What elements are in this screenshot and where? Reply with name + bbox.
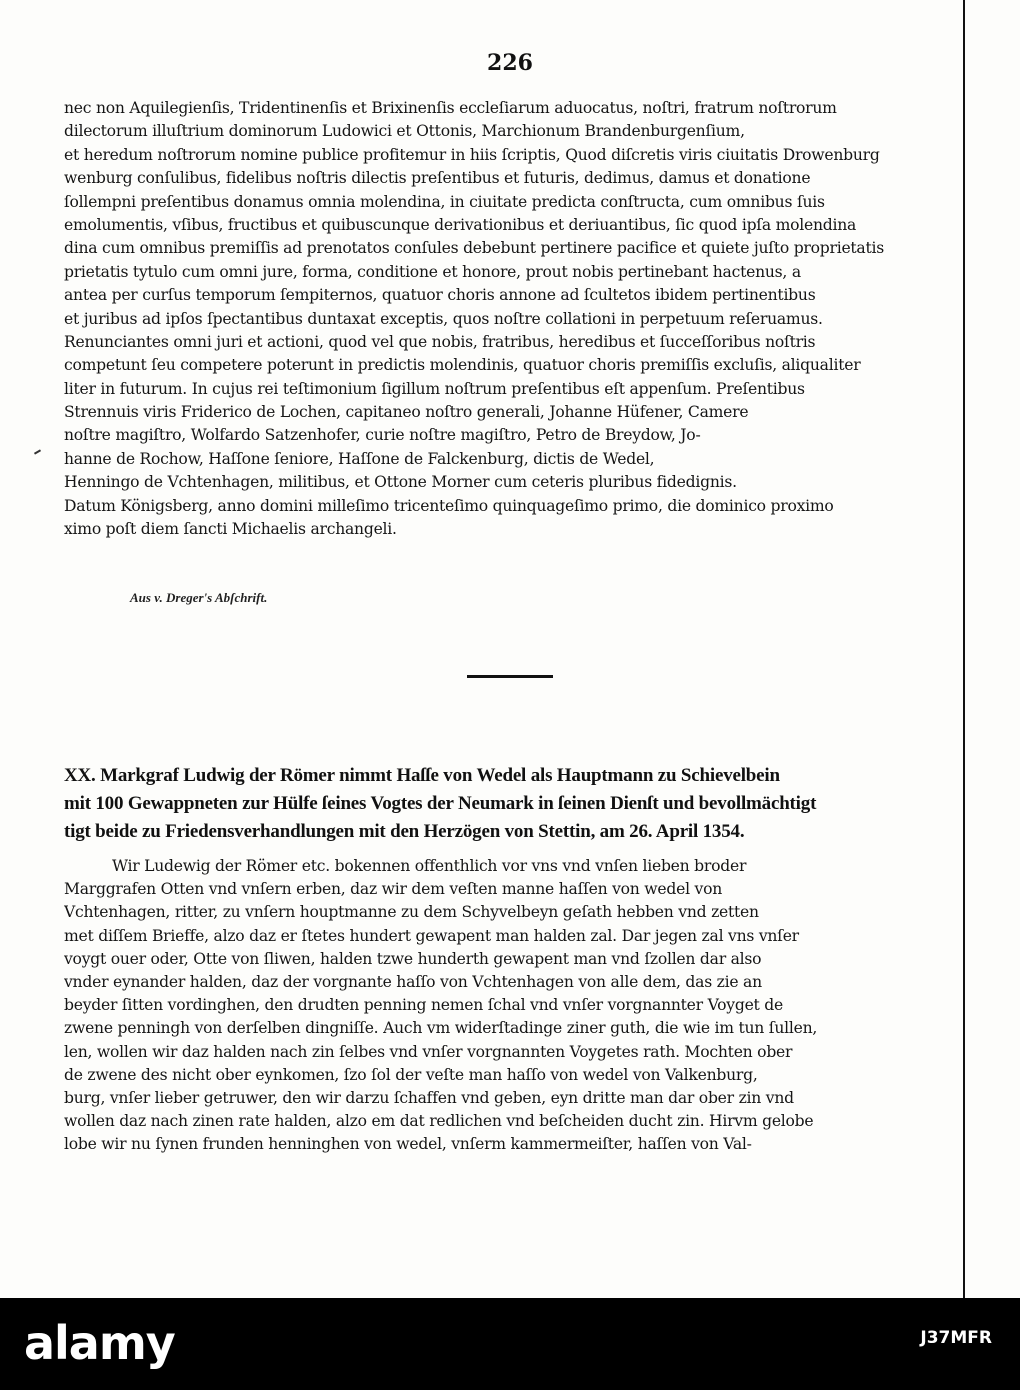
page-number: 226 xyxy=(487,50,533,76)
text-line: antea per curſus temporum ſempiternos, quatuor choris annone ad ſcultetos ibidem pertinentibus xyxy=(64,286,816,305)
text-line: Henningo de Vchtenhagen, militibus, et Ottone Morner cum ceteris pluribus fidedignis. xyxy=(64,473,737,492)
text-line: burg, vnſer lieber getruwer, den wir darzu ſchaffen vnd geben, eyn dritte man dar ober zin vnd xyxy=(64,1088,794,1107)
heading-line: tigt beide zu Friedensverhandlungen mit den Herzögen von Stettin, am 26. April 1354. xyxy=(64,821,745,842)
text-line: prietatis tytulo cum omni jure, forma, conditione et honore, prout nobis pertinebant hactenus, a xyxy=(64,262,801,281)
text-line: beyder ſitten vordinghen, den drudten penning nemen ſchal vnd vnſer vorgnannter Voyget de xyxy=(64,996,783,1015)
text-line: voygt ouer oder, Otte von ſliwen, halden tzwe hunderth gewapent man vnd ſzollen dar also xyxy=(64,949,762,968)
text-line: vnder eynander halden, daz der vorgnante haſſo von Vchtenhagen von alle dem, das zie an xyxy=(64,972,762,991)
text-line: dilectorum illuſtrium dominorum Ludowici et Ottonis, Marchionum Brandenburgenſium, xyxy=(64,122,745,141)
text-line: Renunciantes omni juri et actioni, quod vel que nobis, fratribus, heredibus et ſucceſſoribus noſtris xyxy=(64,332,816,351)
source-note: Aus v. Dreger's Abſchrift. xyxy=(130,590,268,605)
text-line: ſollempni preſentibus donamus omnia molendina, in ciuitate predicta conſtructa, cum omnibus ſuis xyxy=(64,192,825,211)
right-margin-rule xyxy=(963,0,965,1298)
text-line: noſtre magiſtro, Wolfardo Satzenhofer, curie noſtre magiſtro, Petro de Breydow, Jo- xyxy=(64,426,701,445)
text-line: competunt ſeu competere poterunt in predictis molendinis, quatuor choris premiſſis excluſis, aliqualiter xyxy=(64,356,861,375)
text-line: nec non Aquilegienſis, Tridentinenſis et Brixinenſis eccleſiarum aduocatus, noſtri, fratrum noſtrorum xyxy=(64,99,837,117)
text-line: Datum Königsberg, anno domini milleſimo tricenteſimo quinquageſimo primo, die dominico proximo xyxy=(64,496,834,515)
stray-ink-mark xyxy=(34,449,41,454)
text-line: emolumentis, vſibus, fructibus et quibuscunque derivationibus et deriuantibus, ſic quod ipſa molendina xyxy=(64,215,857,234)
section-heading xyxy=(64,762,959,846)
text-line: wollen daz nach zinen rate halden, alzo em dat redlichen vnd beſcheiden ducht zin. Hirvm gelobe xyxy=(64,1112,814,1131)
text-line: wenburg conſulibus, fidelibus noſtris dilectis preſentibus et futuris, dedimus, damus et donatione xyxy=(64,169,811,188)
text-line: ximo poſt diem ſancti Michaelis archangeli. xyxy=(64,520,397,539)
brand-logo: alamy xyxy=(24,1316,175,1370)
text-line: Vchtenhagen, ritter, zu vnſern houptmanne zu dem Schyvelbeyn geſath hebben vnd zetten xyxy=(64,903,759,922)
charter-1-text xyxy=(64,97,954,541)
text-line: dina cum omnibus premiſſis ad prenotatos conſules debebunt pertinere pacifice et quiete juſto proprietatis xyxy=(64,239,884,258)
heading-line: XX. Markgraf Ludwig der Römer nimmt Haſſe von Wedel als Hauptmann zu Schievelbein xyxy=(64,765,780,786)
text-line: Wir Ludewig der Römer etc. bokennen offenthlich vor vns vnd vnſen lieben broder xyxy=(112,857,747,875)
text-line: de zwene des nicht ober eynkomen, ſzo ſol der veſte man haſſo von wedel von Valkenburg, xyxy=(64,1065,758,1084)
text-line: zwene penningh von derſelben dingniſſe. Auch vm widerſtadinge ziner guth, die wie im tun ſullen, xyxy=(64,1019,818,1038)
text-line: et juribus ad ipſos ſpectantibus duntaxat exceptis, quos noſtre collationi in perpetuum reſeruamus. xyxy=(64,309,823,328)
text-line: Strennuis viris Friderico de Lochen, capitaneo noſtro generali, Johanne Hüfener, Camere xyxy=(64,403,749,422)
charter-2-text xyxy=(64,855,954,1156)
text-line: et heredum noſtrorum nomine publice profitemur in hiis ſcriptis, Quod diſcretis viris ciuitatis Drowenburg xyxy=(64,145,880,164)
text-line: hanne de Rochow, Haſſone ſeniore, Haſſone de Falckenburg, dictis de Wedel, xyxy=(64,449,655,468)
text-line: len, wollen wir daz halden nach zin ſelbes vnd vnſer vorgnannten Voygetes rath. Mochten ober xyxy=(64,1042,793,1061)
text-line: Marggrafen Otten vnd vnſern erben, daz wir dem veſten manne haſſen von wedel von xyxy=(64,880,723,899)
image-id: J37MFR xyxy=(920,1328,992,1348)
text-line: liter in futurum. In cujus rei teſtimonium ſigillum noſtrum preſentibus eſt appenſum. Preſentibus xyxy=(64,379,805,398)
text-line: met diſſem Brieffe, alzo daz er ſtetes hundert gewapent man halden zal. Dar jegen zal vns vnſer xyxy=(64,926,799,945)
heading-line: mit 100 Gewappneten zur Hülfe ſeines Vogtes der Neumark in ſeinen Dienſt und bevollmächtigt xyxy=(64,793,817,814)
section-separator xyxy=(467,675,553,678)
text-line: lobe wir nu ſynen frunden henninghen von wedel, vnſerm kammermeiſter, haſſen von Val- xyxy=(64,1135,752,1154)
